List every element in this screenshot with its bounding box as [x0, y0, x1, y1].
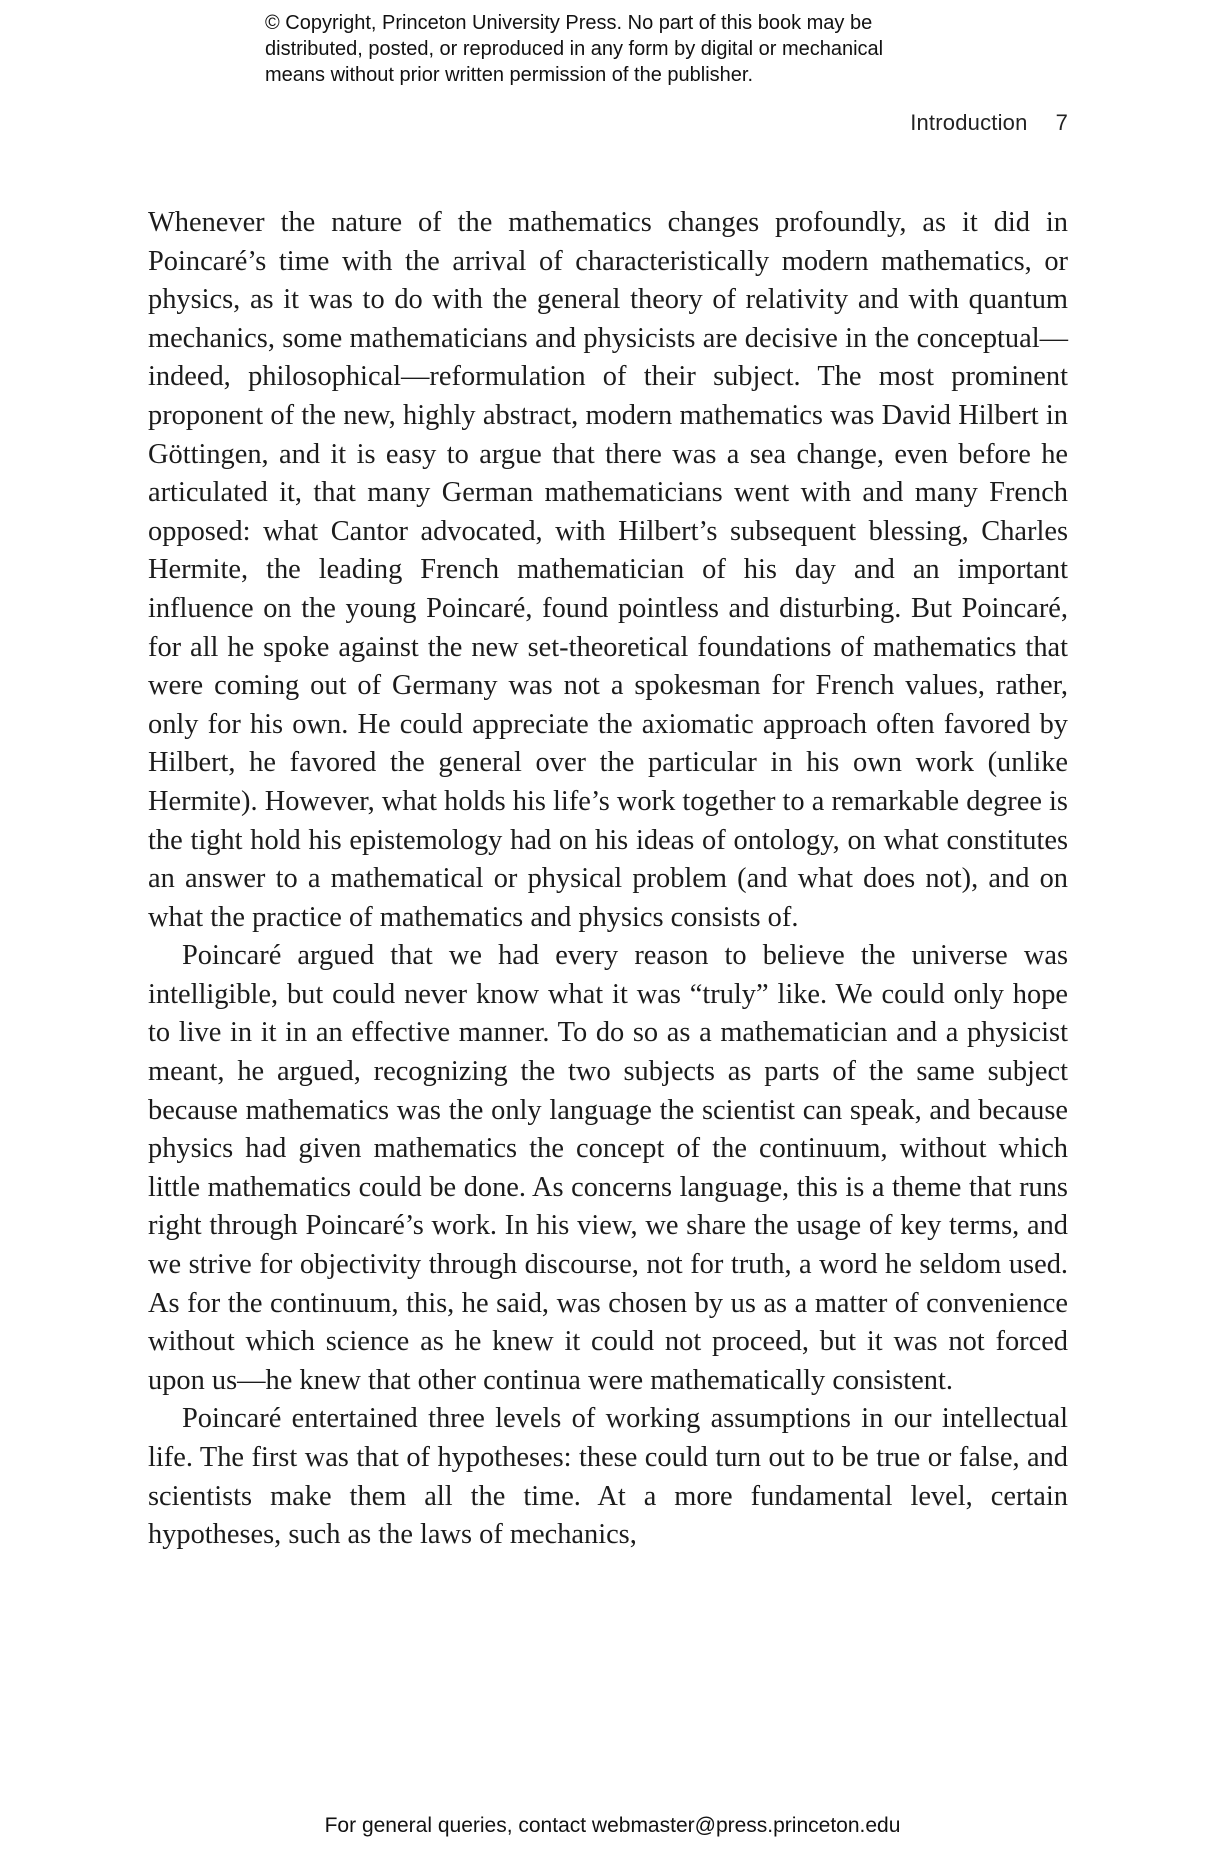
paragraph: Poincaré argued that we had every reason to believe the universe was intelligible, but could never know what it was “truly” like. We could only hope to live in it in an effective manner. To do so as a mathematician and a physicist meant, he argued, recognizing the two subjects as parts of the same subject because mathematics was the only language the scientist can speak, and because physics had given mathematics the concept of the continuum, without which little mathematics could be done. As concerns language, this is a theme that runs right through Poincaré’s work. In his view, we share the usage of key terms, and we strive for objectivity through discourse, not for truth, a word he seldom used. As for the continuum, this, he said, was chosen by us as a matter of convenience without which science as he knew it could not proceed, but it was not forced upon us—he knew that other continua were mathematically consistent.	[148, 940, 1068, 1396]
copyright-line: distributed, posted, or reproduced in any form by digital or mechanical	[265, 38, 884, 60]
paragraph: Poincaré entertained three levels of working assumptions in our intellectual life. The first was that of hypotheses: these could turn out to be true or false, and scientists make them all the time. At a more fundamental level, certain hypotheses, such as the laws of mechanics,	[148, 1403, 1068, 1551]
footer-contact: For general queries, contact webmaster@press.princeton.edu	[324, 1814, 901, 1837]
paragraph: Whenever the nature of the mathematics changes profoundly, as it did in Poincaré’s time with the arrival of characteristically modern mathematics, or physics, as it was to do with the general theory of relativity and with quantum mechanics, some mathematicians and physicists are decisive in the conceptual—indeed, philosophical—reformulation of their subject. The most prominent proponent of the new, highly abstract, modern mathematics was David Hilbert in Göttingen, and it is easy to argue that there was a sea change, even before he articulated it, that many German mathematicians went with and many French opposed: what Cantor advocated, with Hilbert’s subsequent blessing, Charles Hermite, the leading French mathematician of his day and an important influence on the young Poincaré, found pointless and disturbing. But Poincaré, for all he spoke against the new set-theoretical foundations of mathematics that were coming out of Germany was not a spokesman for French values, rather, only for his own. He could appreciate the axiomatic approach often favored by Hilbert, he favored the general over the particular in his own work (unlike Hermite). However, what holds his life’s work together to a remarkable degree is the tight hold his epistemology had on his ideas of ontology, on what constitutes an answer to a mathematical or physical problem (and what does not), and on what the practice of mathematics and physics consists of.	[148, 207, 1068, 933]
copyright-line: © Copyright, Princeton University Press. No part of this book may be	[265, 12, 873, 34]
running-head	[148, 110, 1068, 136]
chapter-title: Introduction	[910, 110, 1028, 135]
body-text	[148, 204, 1068, 1555]
copyright-line: means without prior written permission of the publisher.	[265, 64, 754, 86]
copyright-notice	[265, 10, 965, 88]
page-number: 7	[1055, 110, 1068, 135]
